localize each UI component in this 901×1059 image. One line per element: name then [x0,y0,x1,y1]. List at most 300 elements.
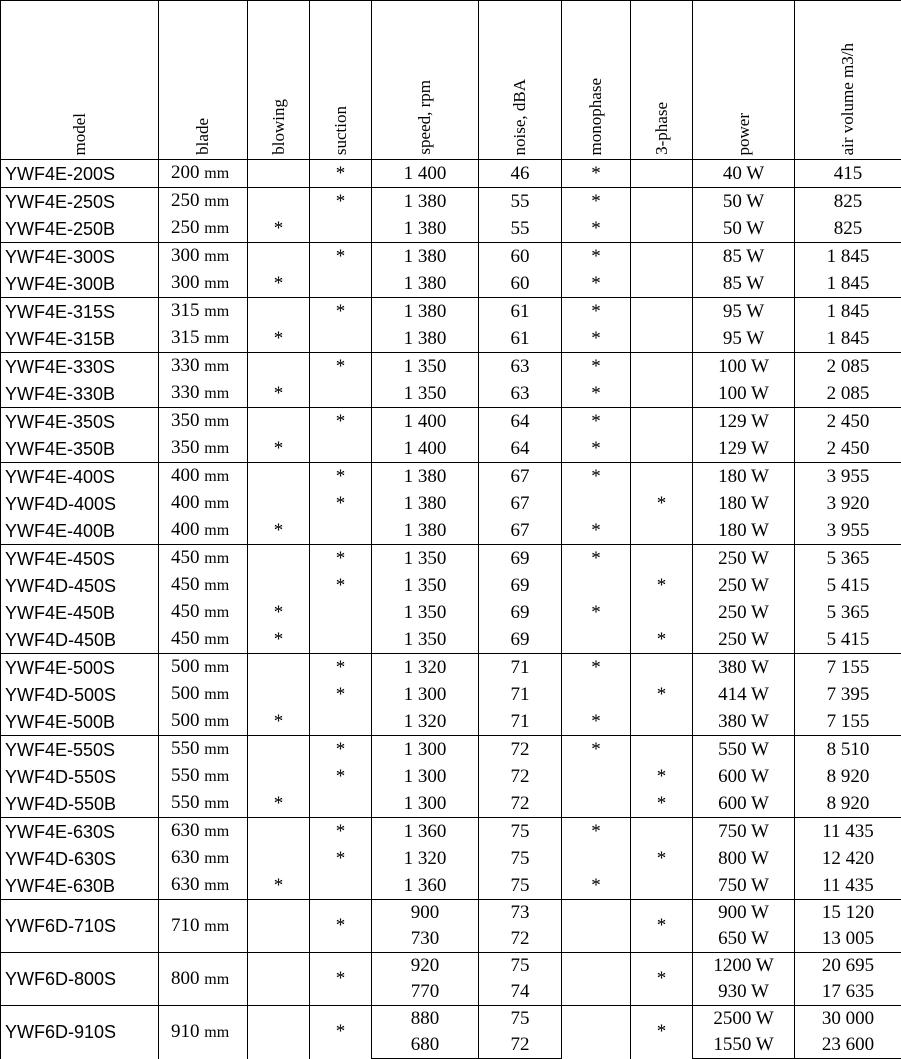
blade-unit: mm [204,850,229,867]
table-row [1,188,901,216]
three-phase-mark: * [631,763,693,790]
three-phase-mark [631,708,693,736]
noise-cell: 75 [479,818,562,846]
power-cell: 40 W [693,160,795,188]
speed-cell: 1 360 [372,818,479,846]
model-cell: YWF4E-400B [1,517,159,545]
blade-unit: mm [204,631,229,648]
three-phase-mark [631,243,693,271]
table-row [1,435,901,463]
blowing-mark [248,953,310,1006]
table-row [1,1006,901,1033]
blade-value: 450 [171,628,200,649]
noise-cell: 69 [479,572,562,599]
table-row [1,270,901,298]
monophase-mark: * [562,463,631,491]
suction-mark: * [310,353,372,381]
table-row [1,408,901,436]
speed-cell: 1 380 [372,188,479,216]
suction-mark [310,708,372,736]
monophase-mark: * [562,215,631,243]
model-cell: YWF4E-350B [1,435,159,463]
speed-cell: 770 [372,979,479,1006]
blade-cell [159,790,248,818]
blade-cell [159,545,248,573]
speed-cell: 920 [372,953,479,980]
blade-unit: mm [204,358,229,375]
noise-cell: 75 [479,1006,562,1033]
noise-cell: 72 [479,736,562,764]
air-volume-cell: 3 955 [795,517,901,545]
blade-cell [159,188,248,216]
power-cell: 180 W [693,463,795,491]
blade-value: 630 [171,847,200,868]
monophase-mark: * [562,298,631,326]
blade-unit: mm [204,713,229,730]
air-volume-cell: 825 [795,215,901,243]
three-phase-mark [631,654,693,682]
blade-value: 500 [171,656,200,677]
suction-mark: * [310,545,372,573]
speed-cell: 1 300 [372,681,479,708]
blade-value: 200 [171,162,200,183]
blade-value: 550 [171,792,200,813]
blade-value: 250 [171,190,200,211]
air-volume-cell: 7 155 [795,654,901,682]
blade-value: 250 [171,217,200,238]
model-cell: YWF4E-315S [1,298,159,326]
monophase-mark: * [562,818,631,846]
monophase-mark: * [562,353,631,381]
table-row [1,298,901,326]
blade-unit: mm [204,330,229,347]
blade-cell [159,1006,248,1059]
three-phase-mark [631,872,693,900]
blade-cell [159,243,248,271]
blade-cell [159,160,248,188]
air-volume-cell: 2 450 [795,408,901,436]
table-row [1,953,901,980]
blade-value: 400 [171,465,200,486]
power-cell: 85 W [693,270,795,298]
power-cell: 800 W [693,845,795,872]
table-row [1,599,901,626]
blade-unit: mm [204,165,229,182]
power-cell: 50 W [693,188,795,216]
suction-mark [310,626,372,654]
suction-mark: * [310,1006,372,1059]
blade-cell [159,872,248,900]
air-volume-cell: 5 365 [795,545,901,573]
table-row [1,626,901,654]
monophase-mark: * [562,736,631,764]
monophase-mark: * [562,325,631,353]
monophase-mark: * [562,545,631,573]
suction-mark [310,872,372,900]
power-cell: 750 W [693,872,795,900]
model-cell: YWF4E-550S [1,736,159,764]
air-volume-cell: 1 845 [795,325,901,353]
model-cell: YWF6D-710S [1,900,159,953]
table-row [1,215,901,243]
model-cell: YWF4E-630B [1,872,159,900]
blade-unit: mm [204,468,229,485]
speed-cell: 1 380 [372,270,479,298]
blade-unit: mm [204,877,229,894]
blade-value: 500 [171,683,200,704]
blade-cell [159,298,248,326]
blowing-mark [248,900,310,953]
model-cell: YWF4D-500S [1,681,159,708]
blowing-mark: * [248,626,310,654]
suction-mark: * [310,160,372,188]
power-cell: 250 W [693,626,795,654]
three-phase-mark [631,736,693,764]
noise-cell: 55 [479,215,562,243]
three-phase-mark [631,298,693,326]
blade-unit: mm [204,495,229,512]
blade-unit: mm [204,659,229,676]
power-cell: 95 W [693,298,795,326]
speed-cell: 730 [372,926,479,953]
table-row [1,818,901,846]
blade-value: 550 [171,765,200,786]
speed-cell: 1 380 [372,325,479,353]
speed-cell: 1 350 [372,353,479,381]
model-cell: YWF4E-500B [1,708,159,736]
monophase-mark: * [562,599,631,626]
monophase-mark: * [562,270,631,298]
table-row [1,517,901,545]
blade-unit: mm [204,604,229,621]
blowing-mark [248,188,310,216]
speed-cell: 1 300 [372,736,479,764]
model-cell: YWF4E-450B [1,599,159,626]
model-cell: YWF4D-630S [1,845,159,872]
header-blowing: blowing [248,1,310,160]
noise-cell: 67 [479,517,562,545]
model-cell: YWF4E-350S [1,408,159,436]
blade-cell [159,270,248,298]
air-volume-cell: 15 120 [795,900,901,927]
air-volume-cell: 12 420 [795,845,901,872]
header-suction: suction [310,1,372,160]
power-cell: 50 W [693,215,795,243]
table-row [1,900,901,927]
three-phase-mark: * [631,626,693,654]
blade-unit: mm [204,768,229,785]
blade-cell [159,599,248,626]
blade-value: 450 [171,574,200,595]
header-air-volume: air volume m3/h [795,1,901,160]
speed-cell: 1 300 [372,790,479,818]
model-cell: YWF4E-200S [1,160,159,188]
suction-mark: * [310,188,372,216]
table-row [1,160,901,188]
suction-mark: * [310,681,372,708]
model-cell: YWF4D-400S [1,490,159,517]
speed-cell: 900 [372,900,479,927]
blowing-mark [248,1006,310,1059]
blade-cell [159,708,248,736]
blade-cell [159,818,248,846]
noise-cell: 67 [479,463,562,491]
monophase-mark: * [562,872,631,900]
power-cell: 250 W [693,572,795,599]
table-row [1,243,901,271]
blade-value: 400 [171,519,200,540]
speed-cell: 1 350 [372,599,479,626]
blade-value: 450 [171,547,200,568]
speed-cell: 1 380 [372,298,479,326]
three-phase-mark: * [631,681,693,708]
blade-unit: mm [204,577,229,594]
model-cell: YWF4E-330S [1,353,159,381]
blade-unit: mm [204,686,229,703]
model-cell: YWF4E-300B [1,270,159,298]
blowing-mark: * [248,270,310,298]
air-volume-cell: 5 415 [795,572,901,599]
monophase-mark: * [562,708,631,736]
air-volume-cell: 1 845 [795,243,901,271]
model-cell: YWF4E-400S [1,463,159,491]
suction-mark: * [310,463,372,491]
three-phase-mark: * [631,790,693,818]
speed-cell: 1 360 [372,872,479,900]
table-row [1,654,901,682]
power-cell: 95 W [693,325,795,353]
model-cell: YWF4E-250S [1,188,159,216]
table-row [1,681,901,708]
suction-mark [310,435,372,463]
blade-value: 350 [171,410,200,431]
three-phase-mark: * [631,845,693,872]
power-cell: 600 W [693,790,795,818]
suction-mark [310,790,372,818]
power-cell: 414 W [693,681,795,708]
blade-cell [159,900,248,953]
blowing-mark: * [248,708,310,736]
noise-cell: 75 [479,953,562,980]
monophase-mark [562,845,631,872]
air-volume-cell: 1 845 [795,298,901,326]
header-three-phase: 3-phase [631,1,693,160]
three-phase-mark [631,380,693,408]
air-volume-cell: 8 920 [795,790,901,818]
model-cell: YWF4D-450B [1,626,159,654]
suction-mark [310,380,372,408]
blowing-mark: * [248,325,310,353]
blade-cell [159,736,248,764]
air-volume-cell: 2 085 [795,353,901,381]
monophase-mark [562,572,631,599]
model-cell: YWF4E-315B [1,325,159,353]
header-row [1,1,901,160]
suction-mark: * [310,408,372,436]
blade-cell [159,626,248,654]
model-cell: YWF4E-250B [1,215,159,243]
blade-value: 910 [171,1021,200,1042]
blade-value: 550 [171,738,200,759]
speed-cell: 1 380 [372,517,479,545]
air-volume-cell: 1 845 [795,270,901,298]
noise-cell: 69 [479,626,562,654]
speed-cell: 1 300 [372,763,479,790]
blade-unit: mm [204,795,229,812]
air-volume-cell: 11 435 [795,818,901,846]
speed-cell: 1 400 [372,435,479,463]
air-volume-cell: 13 005 [795,926,901,953]
blade-value: 350 [171,437,200,458]
power-cell: 2500 W [693,1006,795,1033]
blowing-mark [248,818,310,846]
air-volume-cell: 415 [795,160,901,188]
speed-cell: 1 380 [372,215,479,243]
speed-cell: 1 400 [372,160,479,188]
power-cell: 180 W [693,517,795,545]
noise-cell: 71 [479,681,562,708]
noise-cell: 64 [479,435,562,463]
air-volume-cell: 8 920 [795,763,901,790]
suction-mark: * [310,490,372,517]
blade-cell [159,408,248,436]
noise-cell: 72 [479,763,562,790]
blowing-mark [248,545,310,573]
blowing-mark: * [248,380,310,408]
air-volume-cell: 11 435 [795,872,901,900]
blowing-mark [248,353,310,381]
suction-mark [310,215,372,243]
speed-cell: 1 350 [372,572,479,599]
blade-cell [159,953,248,1006]
power-cell: 380 W [693,654,795,682]
blade-value: 300 [171,245,200,266]
blade-unit: mm [204,413,229,430]
table-row [1,763,901,790]
blade-value: 500 [171,710,200,731]
blowing-mark: * [248,872,310,900]
monophase-mark: * [562,188,631,216]
speed-cell: 1 350 [372,626,479,654]
power-cell: 750 W [693,818,795,846]
blowing-mark: * [248,790,310,818]
suction-mark [310,517,372,545]
suction-mark: * [310,654,372,682]
table-row [1,463,901,491]
blade-cell [159,380,248,408]
power-cell: 100 W [693,380,795,408]
noise-cell: 72 [479,926,562,953]
speed-cell: 1 380 [372,490,479,517]
model-cell: YWF4E-500S [1,654,159,682]
power-cell: 250 W [693,599,795,626]
blowing-mark [248,736,310,764]
blade-value: 300 [171,272,200,293]
speed-cell: 1 380 [372,243,479,271]
power-cell: 930 W [693,979,795,1006]
speed-cell: 1 350 [372,545,479,573]
air-volume-cell: 825 [795,188,901,216]
power-cell: 129 W [693,435,795,463]
model-cell: YWF4E-630S [1,818,159,846]
air-volume-cell: 17 635 [795,979,901,1006]
blade-unit: mm [204,1024,229,1041]
three-phase-mark [631,160,693,188]
noise-cell: 46 [479,160,562,188]
noise-cell: 63 [479,380,562,408]
three-phase-mark [631,545,693,573]
three-phase-mark: * [631,572,693,599]
power-cell: 900 W [693,900,795,927]
noise-cell: 69 [479,599,562,626]
power-cell: 100 W [693,353,795,381]
header-noise: noise, dBA [479,1,562,160]
three-phase-mark [631,435,693,463]
blade-value: 400 [171,492,200,513]
blade-cell [159,325,248,353]
blade-value: 330 [171,382,200,403]
power-cell: 600 W [693,763,795,790]
air-volume-cell: 7 155 [795,708,901,736]
power-cell: 650 W [693,926,795,953]
model-cell: YWF4E-450S [1,545,159,573]
monophase-mark [562,900,631,953]
blade-cell [159,435,248,463]
blowing-mark [248,572,310,599]
header-power: power [693,1,795,160]
suction-mark: * [310,845,372,872]
speed-cell: 1 320 [372,845,479,872]
noise-cell: 72 [479,1032,562,1059]
blowing-mark [248,298,310,326]
blade-cell [159,353,248,381]
three-phase-mark [631,188,693,216]
noise-cell: 73 [479,900,562,927]
table-row [1,572,901,599]
three-phase-mark [631,408,693,436]
speed-cell: 1 320 [372,654,479,682]
noise-cell: 71 [479,654,562,682]
three-phase-mark [631,818,693,846]
speed-cell: 680 [372,1032,479,1059]
suction-mark: * [310,298,372,326]
blade-cell [159,572,248,599]
blowing-mark [248,845,310,872]
monophase-mark: * [562,160,631,188]
table-row [1,872,901,900]
blade-value: 630 [171,820,200,841]
three-phase-mark: * [631,1006,693,1059]
power-cell: 1550 W [693,1032,795,1059]
blade-value: 315 [171,327,200,348]
blade-cell [159,763,248,790]
air-volume-cell: 8 510 [795,736,901,764]
blade-cell [159,490,248,517]
air-volume-cell: 3 955 [795,463,901,491]
noise-cell: 55 [479,188,562,216]
header-monophase: monophase [562,1,631,160]
blade-cell [159,654,248,682]
suction-mark [310,599,372,626]
suction-mark [310,270,372,298]
noise-cell: 64 [479,408,562,436]
table-row [1,845,901,872]
header-model: model [1,1,159,160]
three-phase-mark [631,325,693,353]
blade-unit: mm [204,823,229,840]
blade-value: 450 [171,601,200,622]
suction-mark: * [310,763,372,790]
